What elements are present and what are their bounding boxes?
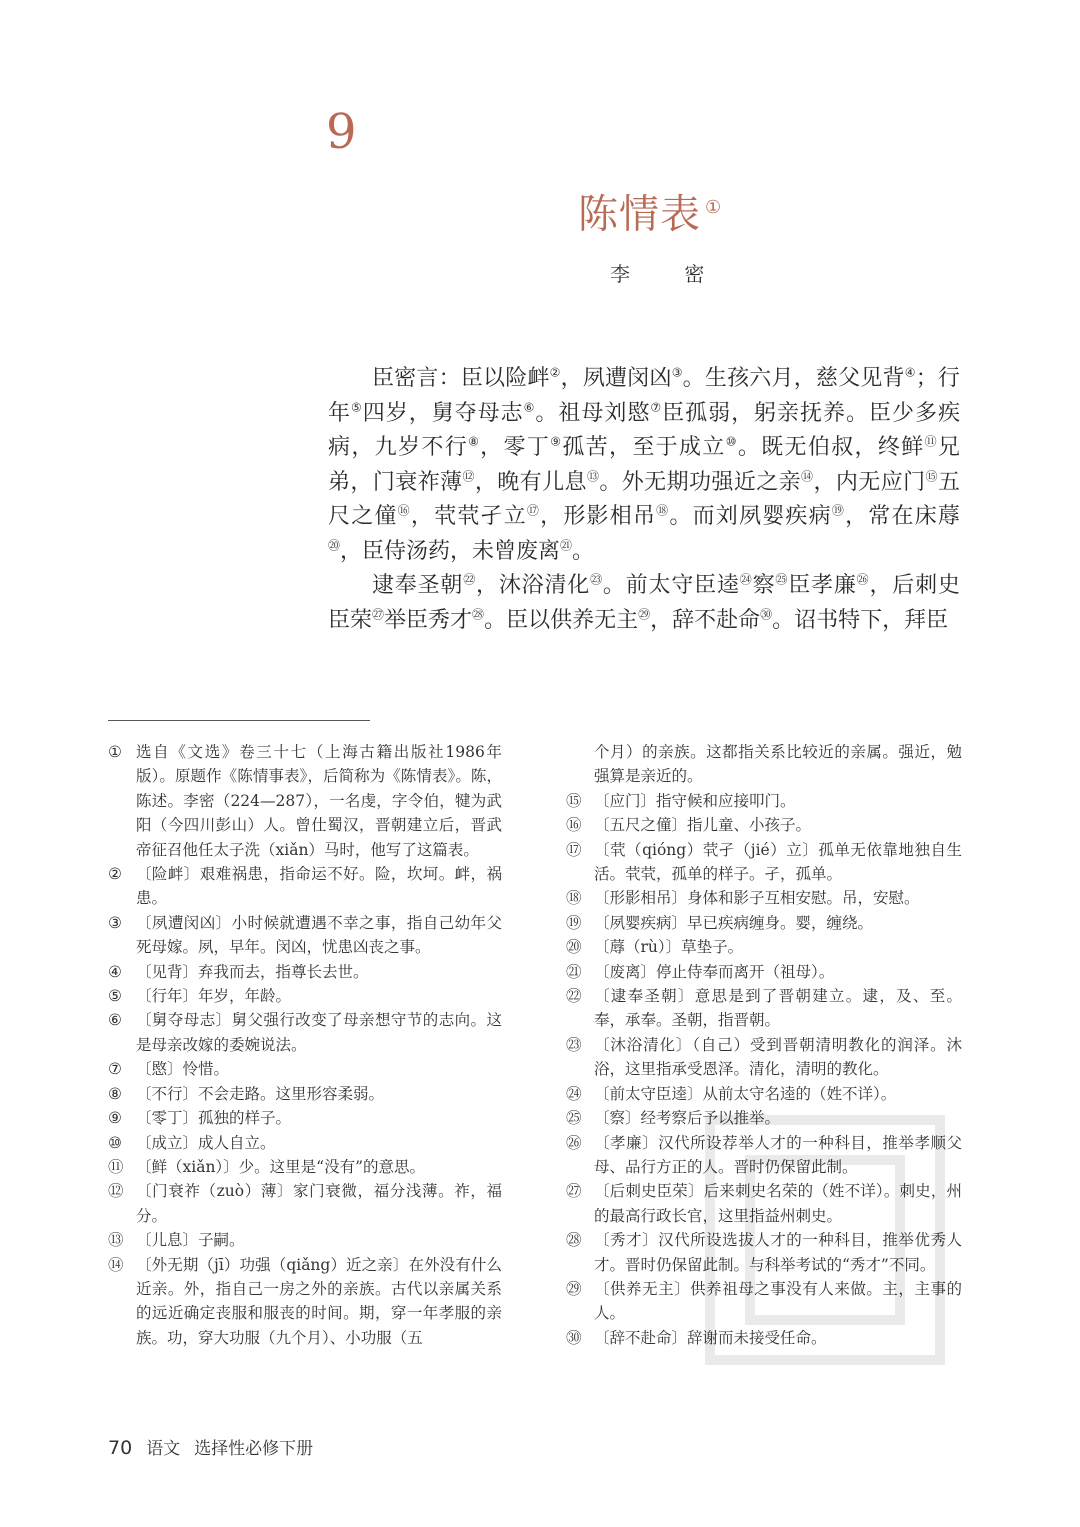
footnote-text: 〔儿息〕子嗣。 bbox=[136, 1231, 245, 1250]
footnote-ref: ② bbox=[549, 365, 561, 380]
footnote-number: ⑮ bbox=[566, 791, 582, 810]
footnote-ref: ⑯ bbox=[397, 503, 411, 518]
title-footnote-mark: ① bbox=[705, 197, 723, 218]
text-run: 。而刘夙婴疾病 bbox=[669, 504, 832, 529]
footnote-text: 〔成立〕成人自立。 bbox=[136, 1133, 276, 1152]
footnote-text: 〔五尺之僮〕指儿童、小孩子。 bbox=[594, 816, 812, 835]
footnote-ref: ㉙ bbox=[638, 607, 651, 622]
footnote-item bbox=[566, 911, 962, 935]
text-run: 。外无期功强近之亲 bbox=[599, 469, 802, 495]
footnote-text: 〔行年〕年岁，年龄。 bbox=[136, 987, 292, 1006]
footnote-text: 〔舅夺母志〕舅父强行改变了母亲想守节的志向。这是母亲改嫁的委婉说法。 bbox=[136, 1011, 502, 1054]
footnote-ref: ⑩ bbox=[725, 434, 738, 449]
footnote-number: ① bbox=[108, 743, 122, 761]
lesson-number: 9 bbox=[326, 104, 357, 160]
footnote-item bbox=[566, 886, 962, 910]
footnote-text: 〔外无期（jī）功强（qiǎng）近之亲〕在外没有什么近亲。外，指自己一房之外的亲族。古代以亲属关系的远近确定丧服和服丧的时间。期，穿一年孝服的亲族。功，穿大功服（九个月）、小功服（五 bbox=[136, 1255, 502, 1347]
footnote-divider bbox=[108, 720, 370, 721]
footnote-text: 〔供养无主〕供养祖母之事没有人来做。主，主事的人。 bbox=[594, 1279, 962, 1323]
footnote-text: 〔零丁〕孤独的样子。 bbox=[136, 1109, 292, 1128]
footnote-ref: ⑭ bbox=[801, 469, 814, 484]
text-run: 举臣秀才 bbox=[384, 607, 473, 633]
text-run: ，内无应门 bbox=[813, 469, 926, 495]
footnote-item bbox=[108, 1057, 502, 1081]
footnote-text: 〔门衰祚（zuò）薄〕家门衰微，福分浅薄。祚，福分。 bbox=[136, 1182, 502, 1225]
footnote-ref: ⑧ bbox=[468, 434, 481, 449]
footer-subject: 语文 bbox=[146, 1439, 181, 1459]
page-number: 70 bbox=[108, 1437, 133, 1459]
footnote-item bbox=[108, 960, 502, 984]
footnote-ref: ㉗ bbox=[372, 607, 385, 622]
footnote-number: ⑪ bbox=[108, 1157, 124, 1176]
footnote-number: ⑥ bbox=[108, 1011, 122, 1030]
footnote-ref: ⑥ bbox=[523, 400, 536, 415]
text-run: 。前太守臣逵 bbox=[602, 573, 740, 598]
author: 李 密 bbox=[610, 262, 729, 286]
footnote-item bbox=[108, 1253, 502, 1351]
text-run: ，零丁 bbox=[480, 435, 551, 460]
footnote-number: ⑳ bbox=[566, 938, 582, 957]
footnote-number: ⑫ bbox=[108, 1182, 124, 1201]
footnote-item bbox=[566, 1033, 962, 1082]
footnote-ref: ㉖ bbox=[856, 572, 870, 587]
footnote-item bbox=[108, 1228, 502, 1252]
text-run: 四岁，舅夺母志 bbox=[362, 400, 524, 426]
footnote-number: ㉓ bbox=[566, 1035, 582, 1054]
footnote-number: ⑱ bbox=[566, 889, 582, 908]
text-run: 臣孝廉 bbox=[788, 573, 857, 598]
text-run: ，辞不赴命 bbox=[650, 607, 761, 633]
footnote-text: 〔废离〕停止侍奉而离开（祖母）。 bbox=[594, 962, 835, 981]
text-run: 。臣以供养无主 bbox=[484, 607, 639, 633]
text-run: ，臣侍汤药，未曾废离 bbox=[340, 538, 561, 564]
footnote-item bbox=[566, 984, 962, 1033]
text-run: 察 bbox=[752, 573, 776, 598]
text-run: 五尺之僮 bbox=[328, 469, 960, 529]
text-run: ，晚有儿息 bbox=[474, 469, 587, 495]
footnote-text: 〔夙婴疾病〕早已疾病缠身。婴，缠绕。 bbox=[594, 913, 874, 932]
footnote-ref: ㉑ bbox=[560, 538, 573, 553]
footnote-number: ㉚ bbox=[566, 1328, 582, 1347]
footnote-ref: ⑱ bbox=[656, 503, 670, 518]
footnote-ref: ⑳ bbox=[328, 538, 341, 553]
footnote-number: ㉘ bbox=[566, 1231, 582, 1250]
text-run: 。诏书特下，拜臣 bbox=[772, 607, 949, 633]
footnote-item bbox=[108, 862, 502, 911]
footnote-text: 〔辞不赴命〕辞谢而未接受任命。 bbox=[594, 1328, 827, 1347]
note-continuation: 个月）的亲族。这都指关系比较近的亲属。强近，勉强算是亲近的。 bbox=[594, 743, 962, 786]
footnote-item bbox=[566, 960, 962, 984]
paragraph-2 bbox=[328, 569, 960, 638]
text-run: 。生孩六月，慈父见背 bbox=[682, 366, 905, 391]
text-run: 孤苦，至于成立 bbox=[562, 435, 726, 460]
footnote-ref: ④ bbox=[904, 365, 916, 380]
footnote-ref: ③ bbox=[671, 365, 683, 380]
text-run: ，茕茕孑立 bbox=[410, 504, 527, 529]
footnote-number: ② bbox=[108, 865, 122, 884]
footnote-number: ⑲ bbox=[566, 913, 582, 932]
footnote-text: 〔茕（qióng）茕孑（jié）立〕孤单无依靠地独自生活。茕茕，孤单的样子。孑，孤单。 bbox=[594, 840, 962, 884]
footnote-item bbox=[566, 813, 962, 837]
footnote-number: ⑰ bbox=[566, 840, 582, 859]
text-run: 。 bbox=[572, 538, 595, 564]
text-run: ；行年 bbox=[328, 366, 960, 426]
footnote-number: ㉒ bbox=[566, 987, 582, 1006]
text-run: ，形影相吊 bbox=[540, 504, 657, 529]
footnote-item bbox=[108, 1082, 502, 1106]
footnote-item bbox=[108, 740, 502, 862]
footnote-item bbox=[566, 838, 962, 887]
footnote-number: ④ bbox=[108, 962, 122, 981]
footnote-item bbox=[108, 984, 502, 1008]
text-run: 臣孤弱，躬亲抚养。臣少多疾病，九岁不行 bbox=[328, 400, 960, 460]
footnote-item bbox=[566, 935, 962, 959]
footnote-number: ㉙ bbox=[566, 1279, 582, 1298]
text-run: ，后刺史臣荣 bbox=[328, 573, 960, 633]
footnote-text: 〔愍〕怜惜。 bbox=[136, 1060, 230, 1079]
paragraph-1 bbox=[328, 362, 960, 569]
notes-left-column bbox=[108, 740, 502, 1350]
footnote-text: 〔不行〕不会走路。这里形容柔弱。 bbox=[136, 1084, 385, 1103]
text-run: 臣密言：臣以险衅 bbox=[372, 366, 550, 391]
footnote-number: ⑬ bbox=[108, 1231, 124, 1250]
text-run: 兄弟，门衰祚薄 bbox=[328, 435, 960, 495]
footnote-text: 〔孝廉〕汉代所设荐举人才的一种科目，推举孝顺父母、品行方正的人。晋时仍保留此制。 bbox=[594, 1133, 962, 1176]
footnote-item bbox=[108, 1008, 502, 1057]
footnote-item bbox=[566, 789, 962, 813]
text-run: 。既无伯叔，终鲜 bbox=[737, 435, 925, 460]
footnote-text: 〔夙遭闵凶〕小时候就遭遇不幸之事，指自己幼年父死母嫁。夙，早年。闵凶，忧患凶丧之事。 bbox=[136, 913, 502, 957]
footnote-text: 〔秀才〕汉代所设选拔人才的一种科目，推举优秀人才。晋时仍保留此制。与科举考试的“秀才”不同。 bbox=[594, 1231, 962, 1274]
footnote-text: 〔前太守臣逵〕从前太守名逵的（姓不详）。 bbox=[594, 1084, 897, 1103]
footnote-ref: ⑮ bbox=[925, 469, 938, 484]
footnote-text: 〔险衅〕艰难祸患，指命运不好。险，坎坷。衅，祸患。 bbox=[136, 865, 502, 908]
title-text: 陈情表 bbox=[578, 191, 701, 238]
footnote-ref: ⑪ bbox=[924, 434, 938, 449]
footnote-number: ⑯ bbox=[566, 816, 582, 835]
text-run: ，常在床蓐 bbox=[845, 504, 960, 529]
footnote-ref: ⑤ bbox=[351, 400, 363, 415]
footnote-ref: ㉒ bbox=[463, 572, 477, 587]
footnote-ref: ⑲ bbox=[831, 503, 846, 518]
footnote-ref: ⑰ bbox=[526, 503, 541, 518]
footnote-item bbox=[108, 1106, 502, 1130]
footnote-number: ㉖ bbox=[566, 1133, 582, 1152]
text-run: 。祖母刘愍 bbox=[535, 400, 651, 426]
footnote-number: ㉑ bbox=[566, 962, 582, 981]
footnote-item bbox=[108, 1179, 502, 1228]
footnote-number: ⑭ bbox=[108, 1255, 124, 1274]
footnote-text: 〔逮奉圣朝〕意思是到了晋朝建立。逮，及、至。奉，承奉。圣朝，指晋朝。 bbox=[594, 987, 962, 1030]
footnote-number: ㉗ bbox=[566, 1182, 582, 1201]
footer-book: 选择性必修下册 bbox=[194, 1439, 314, 1459]
footnote-text: 〔应门〕指守候和应接叩门。 bbox=[594, 791, 796, 810]
footnote-number: ⑦ bbox=[108, 1060, 122, 1079]
footnote-text: 〔沐浴清化〕（自己）受到晋朝清明教化的润泽。沐浴，这里指承受恩泽。清化，清明的教化。 bbox=[594, 1035, 962, 1079]
text-run: 逮奉圣朝 bbox=[372, 573, 464, 598]
text-run: ，夙遭闵凶 bbox=[560, 366, 672, 391]
footnote-ref: ⑨ bbox=[550, 434, 563, 449]
footnote-number: ⑨ bbox=[108, 1109, 122, 1128]
footnote-item bbox=[108, 1155, 502, 1179]
footnote-number: ⑩ bbox=[108, 1133, 122, 1152]
page-footer bbox=[108, 1434, 313, 1459]
footnote-ref: ⑫ bbox=[462, 469, 475, 484]
footnote-text: 选自《文选》卷三十七（上海古籍出版社1986年版）。原题作《陈情事表》，后简称为《陈情表》。陈，陈述。李密（224—287），一名虔，字令伯，犍为武阳（今四川彭山）人。曾仕蜀汉，晋朝建立后，晋武帝征召他任太子洗（xiǎn）马时，他写了这篇表。 bbox=[136, 743, 502, 859]
footnote-ref: ㉓ bbox=[590, 572, 603, 587]
footnote-number: ㉔ bbox=[566, 1084, 582, 1103]
footnote-item bbox=[108, 1131, 502, 1155]
footnote-number: ⑧ bbox=[108, 1084, 122, 1103]
footnote-ref: ⑬ bbox=[586, 469, 600, 484]
footnote-text: 〔见背〕弃我而去，指尊长去世。 bbox=[136, 962, 369, 981]
footnote-item bbox=[108, 911, 502, 960]
footnote-number: ⑤ bbox=[108, 987, 122, 1006]
page-title bbox=[578, 180, 722, 242]
footnote-number: ③ bbox=[108, 913, 122, 932]
footnote-number: ㉕ bbox=[566, 1109, 582, 1128]
watermark-logo bbox=[690, 1080, 960, 1380]
footnote-text: 〔后刺史臣荣〕后来刺史名荣的（姓不详）。刺史，州的最高行政长官，这里指益州刺史。 bbox=[594, 1182, 962, 1225]
footnote-ref: ㉔ bbox=[739, 572, 753, 587]
footnote-ref: ㉕ bbox=[775, 572, 789, 587]
footnote-text: 〔鲜（xiǎn）〕少。这里是“没有”的意思。 bbox=[136, 1157, 426, 1176]
main-text bbox=[328, 362, 960, 638]
footnote-text: 〔察〕经考察后予以推举。 bbox=[594, 1109, 781, 1128]
footnote-ref: ⑦ bbox=[650, 400, 663, 415]
text-run: ，沐浴清化 bbox=[476, 573, 591, 598]
footnote-text: 〔形影相吊〕身体和影子互相安慰。吊，安慰。 bbox=[594, 889, 920, 908]
footnote-ref: ㉘ bbox=[472, 607, 485, 622]
footnote-ref: ㉚ bbox=[760, 607, 773, 622]
footnote-text: 〔蓐（rù）〕草垫子。 bbox=[594, 938, 744, 957]
